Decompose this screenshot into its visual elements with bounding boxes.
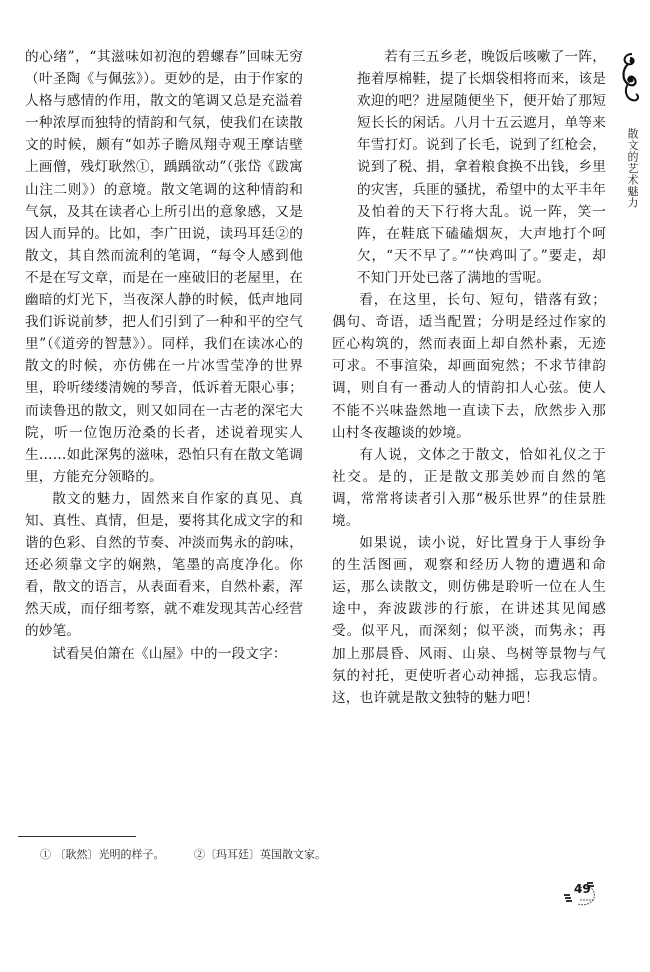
paragraph: 的心绪”，“其滋味如初泡的碧螺春”回味无穷（叶圣陶《与佩弦》）。更妙的是，由于作家的人格与感情的作用，散文的笔调又总是充溢着一种浓厚而独特的情韵和气氛，使我们在读散文的时候，颇有“如苏子瞻凤翔寺观王摩诘壁上画僧，残灯耿然①，踽踽欲动”（张岱《跋寓山注二则》）的意境。散文笔调的这种情韵和气氛，及其在读者心上所引出的意象感，又是因人而异的。比如，李广田说，读玛耳廷②的散文，其自然而流利的笔调，“每令人感到他不是在写文章，而是在一座破旧的老屋里，在幽暗的灯光下，当夜深人静的时候，低声地同我们诉说前梦，把人们引到了一种和平的空气里”（《道旁的智慧》）。同样，我们在读冰心的散文的时候，亦仿佛在一片冰雪莹净的世界里，聆听缕缕清婉的琴音，低诉着无限心事；而读鲁迅的散文，则又如同在一古老的深宅大院，听一位饱历沧桑的长者，述说着现实人生……如此深隽的滋味，恐怕只有在散文笔调里，方能充分领略的。 — [25, 49, 303, 485]
footnote-1 — [40, 847, 165, 863]
page-number: 49 — [574, 882, 591, 896]
footnote-marker: ② — [194, 848, 205, 861]
footnote-term: 〔耿然〕 — [54, 848, 99, 861]
quoted-passage: 若有三五乡老，晚饭后咳嗽了一阵，拖着厚棉鞋，提了长烟袋相将而来，该是欢迎的吧？进屋随便坐下，便开始了那短短长长的闲话。八月十五云遮月，单等来年雪打灯。说到了长毛，说到了红枪会，说到了税、捐，拿着粮食换不出钱，乡里的灾害，兵匪的骚扰，希望中的太平丰年及怕着的天下行将大乱。说一阵，笑一阵，在鞋底下磕磕烟灰，大声地打个呵欠，“天不早了。”“快鸡叫了。”要走，却不知门开处已落了满地的雪呢。 — [357, 49, 606, 286]
right-text-column — [332, 46, 606, 709]
footnote-definition: 英国散文家。 — [260, 848, 326, 861]
paragraph: 散文的魅力，固然来自作家的真见、真知、真性、真情，但是，要将其化成文字的和谐的色彩、自然的节奏、冲淡而隽永的韵味，还必须靠文字的娴熟，笔墨的高度净化。你看，散文的语言，从表面看来，自然朴素，浑然天成，而仔细考察，就不难发现其苦心经营的妙笔。 — [25, 490, 303, 640]
footnote-divider — [18, 836, 136, 837]
left-text-column — [25, 46, 303, 665]
floral-scroll-ornament-icon — [618, 50, 642, 106]
paragraph: 有人说，文体之于散文，恰如礼仪之于社交。是的，正是散文那美妙而自然的笔调，常常将读者引入那“极乐世界”的佳景胜境。 — [332, 446, 606, 529]
paragraph: 看，在这里，长句、短句，错落有致；偶句、奇语，适当配置；分明是经过作家的匠心构筑的，然而表面上却自然朴素，无迹可求。不事渲染，却画面宛然；不求节律韵调，则自有一番动人的情韵扣人心弦。使人不能不兴味盎然地一直读下去，欣然步入那山村冬夜趣谈的妙境。 — [332, 292, 606, 441]
paragraph: 试看吴伯箫在《山屋》中的一段文字： — [52, 645, 287, 662]
footnote-2 — [194, 847, 326, 863]
page-number-badge — [560, 880, 610, 920]
footnote-definition: 光明的样子。 — [98, 848, 165, 861]
chapter-side-title: 散文的艺术魅力 — [626, 128, 639, 209]
footnote-marker: ① — [40, 848, 51, 861]
footnotes — [40, 847, 326, 863]
footnote-term: 〔玛耳廷〕 — [205, 848, 260, 861]
paragraph: 如果说，读小说，好比置身于人事纷争的生活图画，观察和经历人物的遭遇和命运，那么读散文，则仿佛是聆听一位在人生途中，奔波跋涉的行旅，在讲述其见闻感受。似平凡，而深刻；似平淡，而隽永；再加上那晨昏、风雨、山泉、鸟树等景物与气氛的衬托，更使听者心动神摇，忘我忘情。这，也许就是散文独特的魅力吧！ — [332, 535, 606, 706]
